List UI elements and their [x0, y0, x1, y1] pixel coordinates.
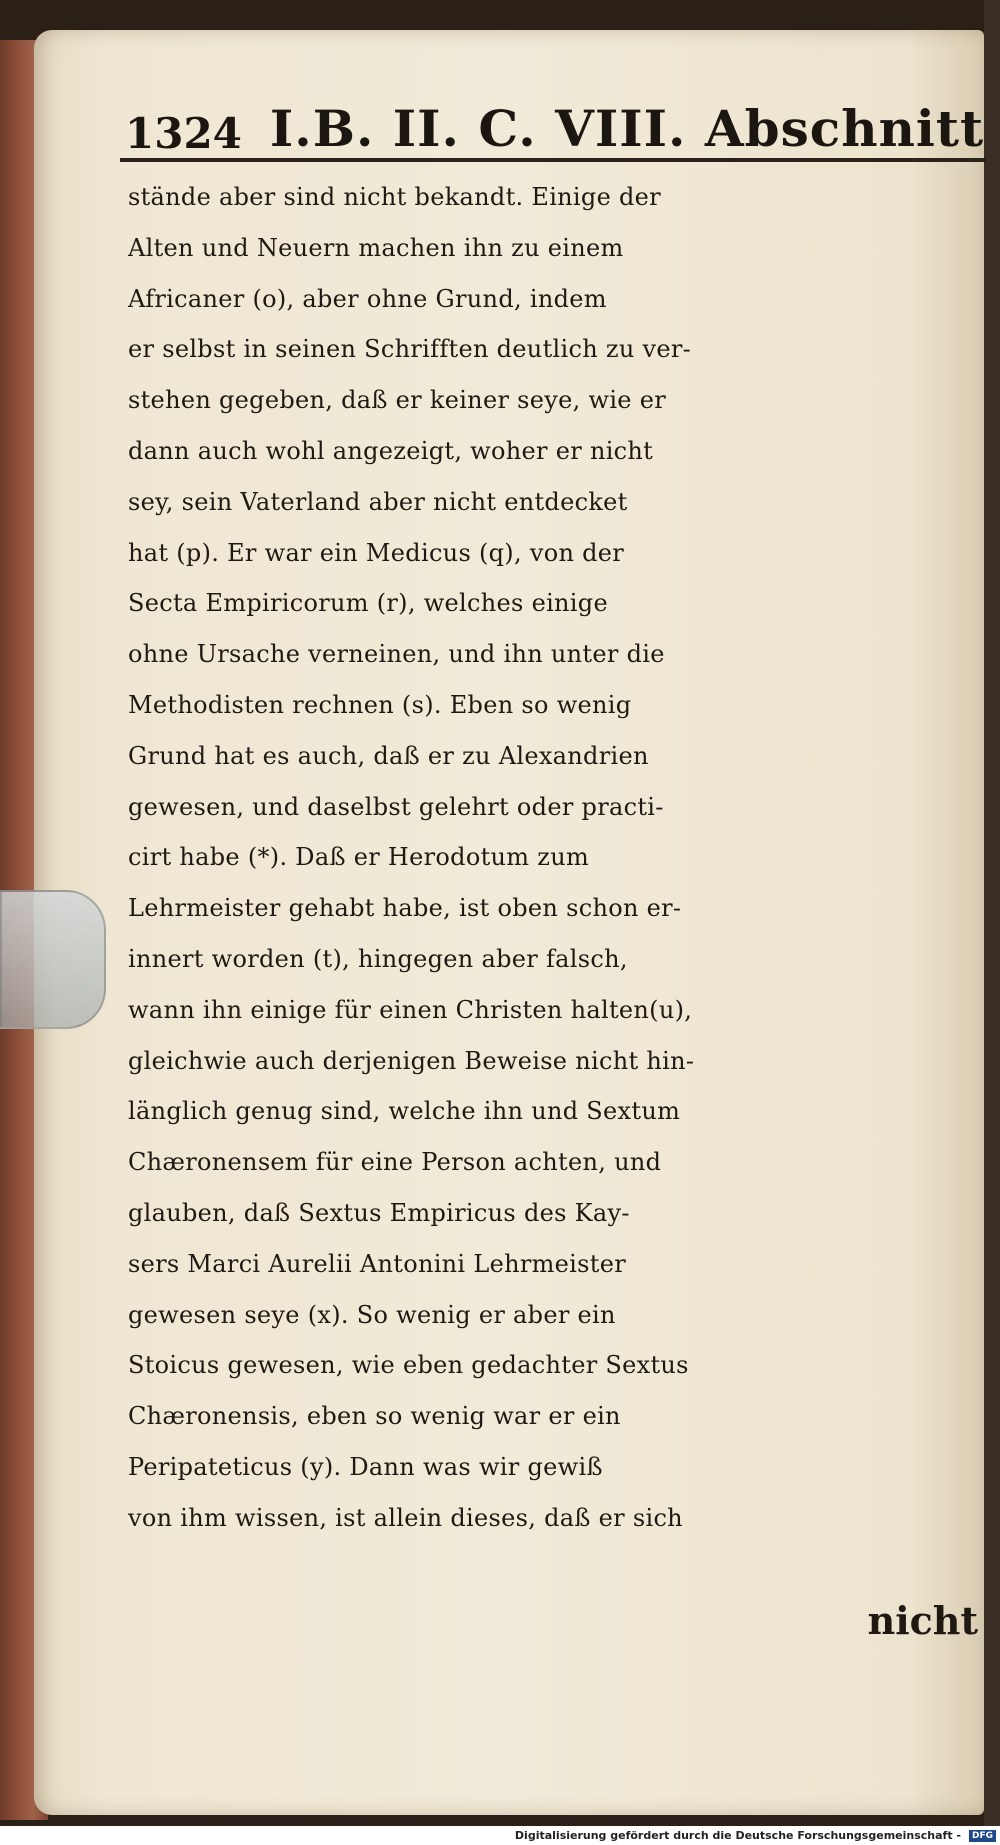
page-number: 1324 [125, 109, 242, 158]
text-line: wann ihn einige für einen Christen halten(u), [128, 995, 693, 1024]
dfg-logo: DFG [969, 1830, 996, 1842]
catchword: nicht [867, 1598, 978, 1643]
running-head-title: I.B. II. C. VIII. Abschnitt [269, 99, 985, 158]
body-text [128, 172, 983, 1544]
text-line: Chæronensis, eben so wenig war er ein [128, 1402, 621, 1431]
text-line: stehen gegeben, daß er keiner seye, wie er [128, 386, 667, 415]
text-line: hat (p). Er war ein Medicus (q), von der [128, 538, 625, 567]
text-line: Alten und Neuern machen ihn zu einem [128, 233, 624, 262]
text-line: innert worden (t), hingegen aber falsch, [128, 944, 628, 973]
text-line: Stoicus gewesen, wie eben gedachter Sextus [128, 1351, 689, 1380]
text-line: dann auch wohl angezeigt, woher er nicht [128, 436, 654, 465]
text-line: Africaner (o), aber ohne Grund, indem [128, 284, 607, 313]
text-line: Secta Empiricorum (r), welches einige [128, 589, 608, 618]
text-line: Methodisten rechnen (s). Eben so wenig [128, 690, 632, 719]
footer-credit: Digitalisierung gefördert durch die Deutsche Forschungsgemeinschaft - [514, 1829, 961, 1842]
text-line: von ihm wissen, ist allein dieses, daß er sich [128, 1503, 683, 1532]
text-line: sers Marci Aurelii Antonini Lehrmeister [128, 1249, 626, 1278]
text-line: ohne Ursache verneinen, und ihn unter die [128, 640, 665, 669]
text-line: gewesen seye (x). So wenig er aber ein [128, 1300, 616, 1329]
text-line: Lehrmeister gehabt habe, ist oben schon er- [128, 894, 682, 923]
text-line: cirt habe (*). Daß er Herodotum zum [128, 843, 590, 872]
text-line: glauben, daß Sextus Empiricus des Kay- [128, 1198, 630, 1227]
right-page-edge [984, 0, 1000, 1845]
text-line: länglich genug sind, welche ihn und Sextum [128, 1097, 681, 1126]
text-line: gleichwie auch derjenigen Beweise nicht hin- [128, 1046, 695, 1075]
footer-bar [0, 1826, 1000, 1845]
running-head [125, 88, 985, 158]
header-rule [120, 158, 986, 162]
text-line: gewesen, und daselbst gelehrt oder practi- [128, 792, 664, 821]
text-line: Chæronensem für eine Person achten, und [128, 1148, 662, 1177]
text-line: Peripateticus (y). Dann was wir gewiß [128, 1452, 603, 1481]
bookmark-clip [0, 890, 106, 1029]
text-line: Grund hat es auch, daß er zu Alexandrien [128, 741, 649, 770]
text-line: sey, sein Vaterland aber nicht entdecket [128, 487, 628, 516]
text-line: stände aber sind nicht bekandt. Einige der [128, 183, 661, 211]
text-line: er selbst in seinen Schrifften deutlich zu ver- [128, 335, 692, 364]
